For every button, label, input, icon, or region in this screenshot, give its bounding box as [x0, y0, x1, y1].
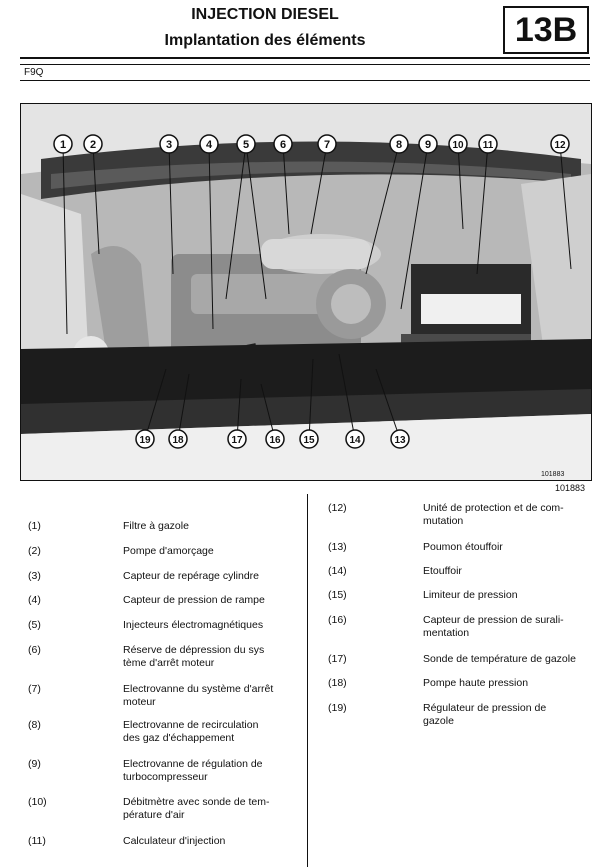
svg-text:10: 10 — [452, 140, 464, 151]
svg-text:12: 12 — [554, 140, 566, 151]
svg-text:9: 9 — [424, 139, 432, 151]
svg-text:2: 2 — [89, 139, 97, 151]
figure-ref-inner: 101883 — [541, 471, 565, 478]
svg-text:3: 3 — [165, 139, 173, 151]
svg-text:7: 7 — [323, 139, 331, 151]
svg-text:6: 6 — [279, 139, 287, 151]
legend-left: (1) Filtre à gazole (2) Pompe d'amorçage (3) Capteur de repérage cylindre (4) Capteur de pression de rampe (5) Injecteurs électromagnétiques (6) Réserve de dépression du sys tème d'arrêt moteur (7) Electrovanne du système d'arrêt moteur (8) Electrovanne de recirculation des gaz d'échappement (9) Electrovanne de régulation de turbocompresseur (10) Débitmètre avec sonde de tem- pérature d'air (11) Calculateur d'injection — [28, 520, 274, 847]
page-title: INJECTION DIESEL — [191, 6, 339, 23]
legend-right: (12) Unité de protection et de com- mutation (13) Poumon étouffoir (14) Etouffoir (15) Limiteur de pression (16) Capteur de pression de surali- mentation (17) Sonde de température de gazole (18) Pompe haute pression (19) Régulateur de pression de gazole — [328, 502, 576, 727]
svg-text:4: 4 — [205, 139, 213, 151]
svg-text:8: 8 — [395, 139, 403, 151]
svg-text:5: 5 — [242, 139, 250, 151]
engine-code: F9Q — [24, 67, 44, 78]
svg-text:16: 16 — [269, 435, 281, 446]
svg-text:19: 19 — [139, 435, 151, 446]
svg-text:18: 18 — [172, 435, 184, 446]
callout-15 — [300, 430, 318, 448]
svg-text:14: 14 — [349, 435, 361, 446]
svg-text:15: 15 — [303, 435, 315, 446]
column-divider — [307, 494, 308, 867]
svg-text:1: 1 — [59, 139, 67, 151]
svg-text:11: 11 — [482, 140, 494, 151]
page-subtitle: Implantation des éléments — [164, 32, 366, 49]
section-badge: 13B — [503, 6, 589, 54]
svg-text:17: 17 — [231, 435, 243, 446]
svg-text:13: 13 — [394, 435, 406, 446]
figure-ref: 101883 — [555, 483, 586, 493]
